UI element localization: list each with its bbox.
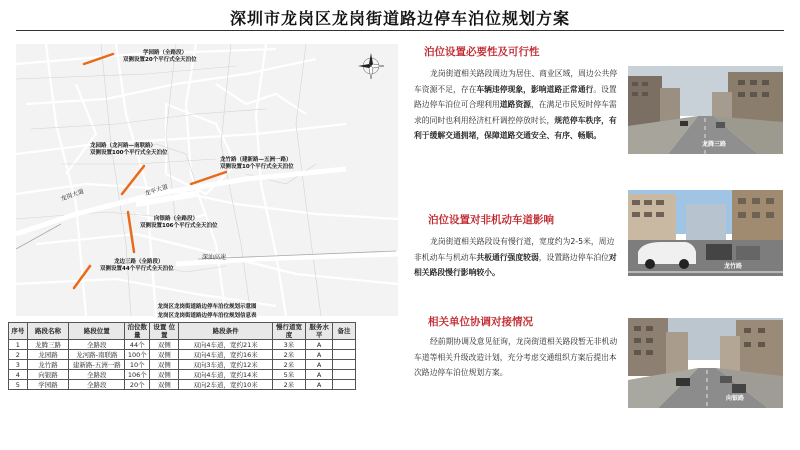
table-row [9,370,356,380]
label-longbian-name: 龙边三路（全路段） [114,259,164,265]
cell-condition: 双向4车道，宽约14米 [179,370,273,380]
cell-road-position: 建新路-五洲一路 [69,360,125,370]
cell-side: 双侧 [150,340,179,350]
cell-road-position: 全路段 [69,370,125,380]
section-title-coordination: 相关单位协调对接情况 [428,316,533,328]
label-longbian-detail: 双侧设置44个平行式全天泊位 [100,266,174,272]
cell-side: 双侧 [150,370,179,380]
impact-text-1: 龙岗街道相关路段设有慢行道，宽度约为2-5米，周边非机动车与机动车 [414,237,615,262]
section-body-impact [414,234,620,281]
map-roads [16,44,398,316]
label-longyuan-name: 龙园路（龙河路—南联路） [90,143,157,149]
cell-spaces: 10个 [125,360,150,370]
th-index: 序号 [9,323,28,340]
necessity-text-5: ，在满足市民短时停车需求的同时也利用经济杠杆调控停放时长， [414,100,617,125]
cell-road-name: 龙园路 [27,350,69,360]
necessity-text-1: 龙岗街道相关路段周边为居住、商业区域，周边公共停车资源不足，存在 [414,69,618,94]
cell-spaces: 106个 [125,370,150,380]
label-xueyuan-name: 学园路（全路段） [143,50,188,56]
impact-text-3: ，设置路边停车泊位 [538,252,609,262]
cell-slow-lane: 2米 [272,350,305,360]
table-header-row [9,323,356,340]
cell-slow-lane: 5米 [272,370,305,380]
cell-spaces: 100个 [125,350,150,360]
photo-longzhu-caption: 龙竹路 [724,263,743,270]
th-spaces: 泊位数量 [125,323,150,340]
label-xueyuan-detail: 双侧设置20个平行式全天泊位 [123,57,197,63]
cell-index: 3 [9,360,28,370]
photo-longteng-caption: 龙腾三路 [702,141,727,148]
cell-road-name: 向银路 [27,370,69,380]
label-longbian [100,259,174,273]
cell-remark [333,360,356,370]
cell-service: A [306,380,333,390]
coordination-text-1: 经前期协调及意见征询，龙岗街道相关路段暂无非机动车道等相关升级改造计划，充分考虑交通组织方案后提出本次路边停车泊位规划方案。 [414,337,618,377]
photo-longzhu [628,190,783,276]
cell-road-position: 全路段 [69,340,125,350]
cell-service: A [306,360,333,370]
cell-slow-lane: 2米 [272,360,305,370]
th-road-position: 路段位置 [69,323,125,340]
cell-remark [333,350,356,360]
table-row [9,380,356,390]
cell-slow-lane: 2米 [272,380,305,390]
parking-info-table [8,322,356,390]
impact-text-4: 对相关路段慢行影响较小。 [414,252,617,277]
cell-side: 双侧 [150,360,179,370]
label-longyuan-detail: 双侧设置100个平行式全天泊位 [90,150,168,156]
section-title-necessity: 泊位设置必要性及可行性 [424,46,540,58]
label-longzhu-detail: 双侧设置10个平行式全天泊位 [220,164,294,170]
table-row [9,360,356,370]
cell-remark [333,340,356,350]
photo-xiangyin-caption: 向银路 [726,395,745,402]
label-xiangyin-detail: 双侧设置106个平行式全天泊位 [140,223,218,229]
label-longyuan [90,143,167,157]
th-road-name: 路段名称 [27,323,69,340]
necessity-text-6: 规范停车秩序，有利于缓解交通拥堵，保障道路交通安全、有序、畅顺。 [414,115,617,140]
map-caption: 龙岗区龙岗街道路边停车泊位规划示意图 [157,304,257,310]
cell-condition: 双向2车道，宽约10米 [179,380,273,390]
road-name-shenhui: 深汕高速 [202,254,227,261]
cell-road-name: 龙腾三路 [27,340,69,350]
impact-text-2: 共板通行强度较弱 [476,252,539,262]
section-title-impact: 泊位设置对非机动车道影响 [428,214,554,226]
parking-plan-map[interactable] [16,44,398,316]
necessity-text-2: 车辆违停现象，影响道路正常通行 [476,84,594,94]
cell-spaces: 20个 [125,380,150,390]
photo-xiangyin-image [628,318,783,408]
necessity-text-4: 道路资源 [499,100,531,109]
th-service: 服务水平 [306,323,333,340]
cell-condition: 双向3车道，宽约12米 [179,360,273,370]
cell-condition: 双向4车道，宽约21米 [179,340,273,350]
cell-remark [333,370,356,380]
cell-side: 双侧 [150,380,179,390]
photo-xiangyin [628,318,783,408]
cell-road-position: 龙河路-南联路 [69,350,125,360]
table-caption: 龙岗区龙岗街道路边停车泊位规划信息表 [157,313,257,319]
th-remark: 备注 [333,323,356,340]
road-name-longping: 龙平大道 [143,183,169,198]
th-side: 设置 位置 [150,323,179,340]
photo-longzhu-image [628,190,783,276]
cell-index: 4 [9,370,28,380]
label-xueyuan [123,50,197,64]
cell-side: 双侧 [150,350,179,360]
label-longzhu-name: 龙竹路（建新路—五洲一路） [220,157,292,163]
cell-service: A [306,340,333,350]
cell-condition: 双向4车道，宽约16米 [179,350,273,360]
necessity-text-3: 。设置路边停车泊位可合理利用 [414,84,617,109]
title-divider [16,30,784,31]
cell-road-name: 龙竹路 [27,360,69,370]
cell-slow-lane: 3米 [272,340,305,350]
page-title: 深圳市龙岗区龙岗街道路边停车泊位规划方案 [229,9,570,28]
section-body-necessity [414,66,620,144]
cell-index: 1 [9,340,28,350]
cell-index: 2 [9,350,28,360]
table-row [9,340,356,350]
table-row [9,350,356,360]
photo-longteng [628,66,783,154]
label-xiangyin-name: 向银路（全路段） [154,216,199,222]
th-condition: 路段条件 [179,323,273,340]
label-longzhu [220,157,294,171]
section-body-coordination [414,334,620,381]
th-slow-lane: 慢行道宽度 [272,323,305,340]
cell-index: 5 [9,380,28,390]
cell-service: A [306,350,333,360]
cell-spaces: 44个 [125,340,150,350]
cell-service: A [306,370,333,380]
label-xiangyin [140,216,217,230]
cell-road-position: 全路段 [69,380,125,390]
cell-road-name: 学园路 [27,380,69,390]
cell-remark [333,380,356,390]
road-name-longgang: 龙岗大道 [59,188,85,203]
